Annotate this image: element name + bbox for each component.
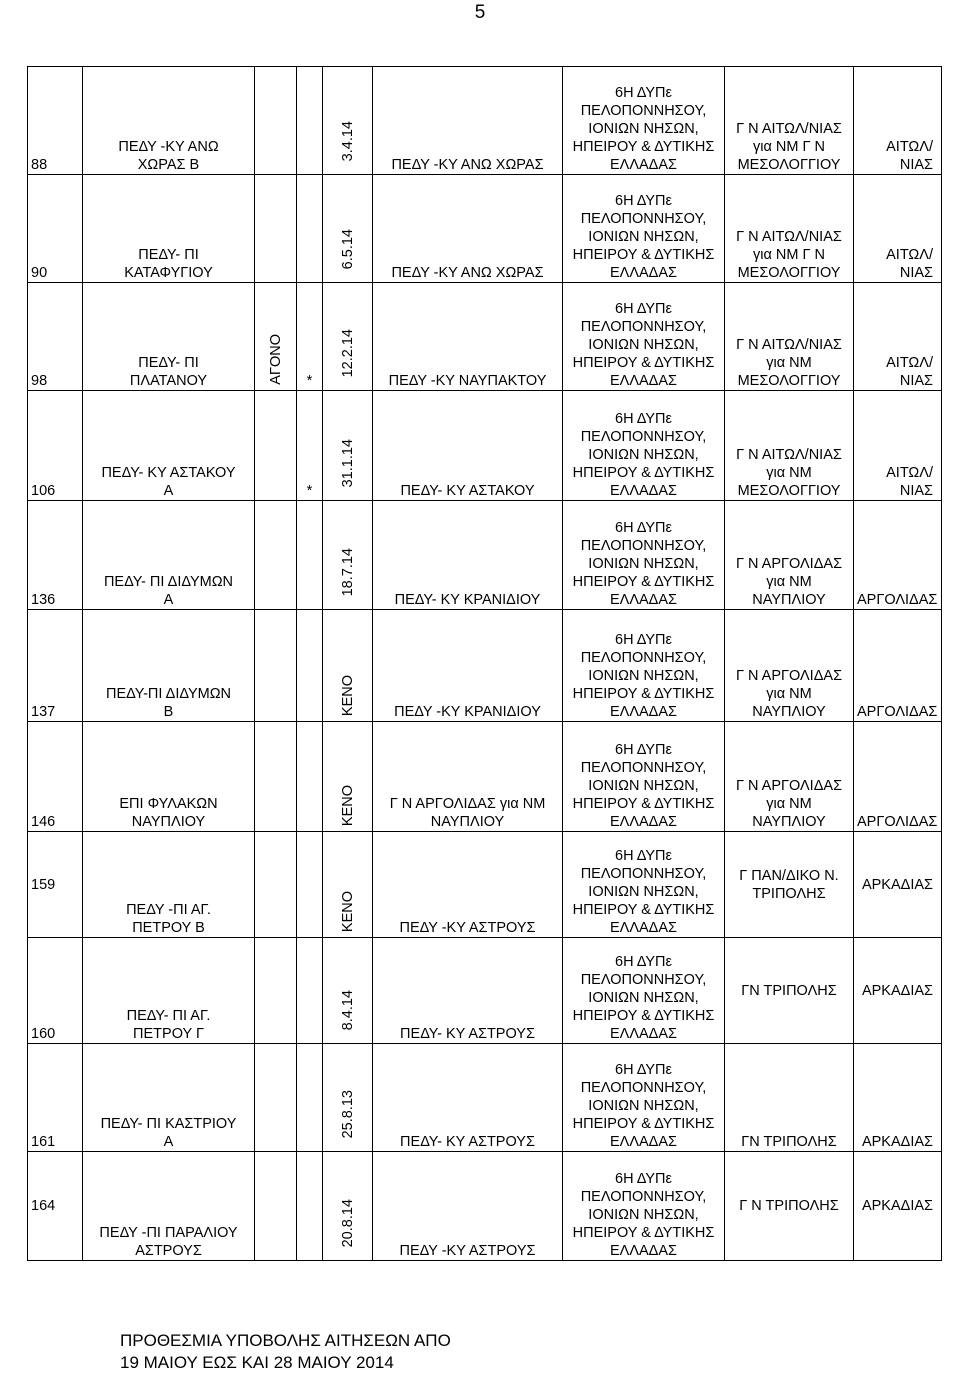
health-authority-line: ΙΟΝΙΩΝ ΝΗΣΩΝ, [588,990,699,1006]
row-number: 160 [28,938,83,1044]
health-authority-line: 6Η ΔΥΠε [615,954,672,970]
health-authority-line: ΕΛΛΑΔΑΣ [609,920,678,936]
host-unit [373,175,563,283]
hospital-line: Γ Ν ΤΡΙΠΟΛΗΣ [739,1198,839,1214]
school-name-line: ΠΕΔΥ- ΠΙ ΚΑΣΤΡΙΟΥ [100,1116,237,1132]
health-authority-line: ΗΠΕΙΡΟΥ & ΔΥΤΙΚΗΣ [572,139,715,155]
region: ΑΡΚΑΔΙΑΣ [854,1152,942,1261]
host-unit-line: ΠΕΔΥ -ΚΥ ΚΡΑΝΙΔΙΟΥ [394,704,541,720]
health-authority-line: ΗΠΕΙΡΟΥ & ΔΥΤΙΚΗΣ [572,247,715,263]
school-name [83,175,255,283]
table-row [28,1152,942,1261]
host-unit [373,1044,563,1152]
date-text: 25.8.13 [339,1089,356,1138]
health-authority-line: ΙΟΝΙΩΝ ΝΗΣΩΝ, [588,884,699,900]
hospital [725,501,854,610]
health-authority [563,938,725,1044]
star-mark [297,501,323,610]
table-row [28,1044,942,1152]
school-name-line: ΠΛΑΤΑΝΟΥ [129,373,208,389]
date-text: 8.4.14 [339,989,356,1030]
table-row [28,722,942,832]
hospital-line: για ΝΜ [766,796,812,812]
health-authority [563,501,725,610]
school-name-line: ΑΣΤΡΟΥΣ [135,1243,202,1259]
table-row [28,832,942,938]
hospital-line: Γ Ν ΑΡΓΟΛΙΔΑΣ [735,778,843,794]
status-label [255,175,297,283]
star-mark: * [297,283,323,391]
health-authority-line: ΗΠΕΙΡΟΥ & ΔΥΤΙΚΗΣ [572,355,715,371]
star-mark: * [297,391,323,501]
school-name-line: ΠΕΔΥ -ΠΙ ΑΓ. [126,902,211,918]
region: ΑΡΓΟΛΙΔΑΣ [854,610,942,722]
row-number: 164 [28,1152,83,1261]
date-text: ΚΕΝΟ [339,674,356,716]
hospital-line: Γ Ν ΑΙΤΩΛ/ΝΙΑΣ [736,447,842,463]
date-text: 12.2.14 [339,328,356,377]
hospital-line: ΤΡΙΠΟΛΗΣ [752,885,826,902]
status-label [255,283,297,391]
region: ΑΡΚΑΔΙΑΣ [854,1044,942,1152]
school-name-line: ΠΕΤΡΟΥ Γ [133,1026,204,1042]
school-name [83,391,255,501]
school-name-line: Α [163,1134,174,1150]
school-name-line: ΠΕΔΥ- ΠΙ ΑΓ. [126,1008,211,1024]
health-authority-line: ΠΕΛΟΠΟΝΝΗΣΟΥ, [580,760,707,776]
health-authority-line: ΙΟΝΙΩΝ ΝΗΣΩΝ, [588,556,699,572]
school-name [83,938,255,1044]
school-name-line: ΝΑΥΠΛΙΟΥ [131,814,206,830]
host-unit-line: ΠΕΔΥ -ΚΥ ΑΣΤΡΟΥΣ [399,1243,536,1259]
health-authority-line: ΙΟΝΙΩΝ ΝΗΣΩΝ, [588,778,699,794]
health-authority [563,391,725,501]
health-authority-line: ΕΛΛΑΔΑΣ [609,1134,678,1150]
host-unit-line: ΝΑΥΠΛΙΟΥ [430,814,505,830]
region: ΑΡΓΟΛΙΔΑΣ [854,501,942,610]
date-cell [323,610,373,722]
hospital-line: Γ Ν ΑΡΓΟΛΙΔΑΣ [735,668,843,684]
status-label [255,610,297,722]
health-authority-line: ΗΠΕΙΡΟΥ & ΔΥΤΙΚΗΣ [572,1116,715,1132]
row-number: 161 [28,1044,83,1152]
row-number: 98 [28,283,83,391]
hospital [725,175,854,283]
health-authority-line: ΗΠΕΙΡΟΥ & ΔΥΤΙΚΗΣ [572,902,715,918]
hospital-line: για ΝΜ [766,465,812,481]
health-authority-line: 6Η ΔΥΠε [615,848,672,864]
hospital-line: Γ Ν ΑΡΓΟΛΙΔΑΣ [735,556,843,572]
date-cell [323,175,373,283]
status-label [255,67,297,175]
school-name [83,832,255,938]
health-authority-line: ΠΕΛΟΠΟΝΝΗΣΟΥ, [580,972,707,988]
hospital-line: για ΝΜ Γ Ν [753,247,825,263]
health-authority-line: ΠΕΛΟΠΟΝΝΗΣΟΥ, [580,103,707,119]
health-authority-line: ΙΟΝΙΩΝ ΝΗΣΩΝ, [588,229,699,245]
date-text: ΚΕΝΟ [339,784,356,826]
health-authority-line: ΙΟΝΙΩΝ ΝΗΣΩΝ, [588,1207,699,1223]
health-authority-line: ΕΛΛΑΔΑΣ [609,265,678,281]
table-row [28,175,942,283]
host-unit [373,610,563,722]
date-cell [323,722,373,832]
health-authority-line: ΠΕΛΟΠΟΝΝΗΣΟΥ, [580,319,707,335]
hospital-line: ΓΝ ΤΡΙΠΟΛΗΣ [741,982,837,999]
hospital-line: ΝΑΥΠΛΙΟΥ [752,592,826,608]
school-name [83,722,255,832]
hospital-line: ΝΑΥΠΛΙΟΥ [752,704,826,720]
health-authority [563,1044,725,1152]
health-authority-line: ΕΛΛΑΔΑΣ [609,592,678,608]
school-name-line: ΠΕΔΥ -ΚΥ ΑΝΩ [118,139,219,155]
host-unit-line: ΠΕΔΥ- ΚΥ ΑΣΤΡΟΥΣ [400,1134,535,1150]
school-name-line: ΧΩΡΑΣ Β [137,157,200,173]
hospital [725,938,854,1044]
star-mark [297,610,323,722]
host-unit [373,722,563,832]
host-unit-line: ΠΕΔΥ- ΚΥ ΚΡΑΝΙΔΙΟΥ [394,592,541,608]
health-authority-line: ΠΕΛΟΠΟΝΝΗΣΟΥ, [580,211,707,227]
date-cell [323,391,373,501]
school-name-line: Β [163,704,174,720]
school-name [83,283,255,391]
hospital-line: Γ Ν ΑΙΤΩΛ/ΝΙΑΣ [736,337,842,353]
date-cell [323,1152,373,1261]
table-row [28,67,942,175]
school-name-line: ΠΕΔΥ-ΠΙ ΔΙΔΥΜΩΝ [105,686,232,702]
deadline-line-1: ΠΡΟΘΕΣΜΙΑ ΥΠΟΒΟΛΗΣ ΑΙΤΗΣΕΩΝ ΑΠΟ [120,1331,451,1350]
table-row [28,283,942,391]
row-number: 136 [28,501,83,610]
date-cell [323,1044,373,1152]
health-authority-line: ΙΟΝΙΩΝ ΝΗΣΩΝ, [588,337,699,353]
host-unit-line: ΠΕΔΥ -ΚΥ ΑΝΩ ΧΩΡΑΣ [391,157,544,173]
health-authority-line: ΕΛΛΑΔΑΣ [609,1026,678,1042]
positions-table [27,66,942,1261]
health-authority-line: 6Η ΔΥΠε [615,520,672,536]
status-label [255,391,297,501]
health-authority-line: 6Η ΔΥΠε [615,632,672,648]
row-number: 137 [28,610,83,722]
date-cell [323,938,373,1044]
host-unit-line: ΠΕΔΥ -ΚΥ ΑΣΤΡΟΥΣ [399,920,536,936]
health-authority [563,722,725,832]
star-mark [297,175,323,283]
health-authority-line: ΗΠΕΙΡΟΥ & ΔΥΤΙΚΗΣ [572,574,715,590]
health-authority-line: ΕΛΛΑΔΑΣ [609,1243,678,1259]
status-label [255,938,297,1044]
school-name-line: ΠΕΔΥ- ΚΥ ΑΣΤΑΚΟΥ [101,465,236,481]
hospital-line: ΓΝ ΤΡΙΠΟΛΗΣ [741,1134,837,1150]
table-row [28,938,942,1044]
health-authority-line: 6Η ΔΥΠε [615,742,672,758]
status-label [255,1044,297,1152]
region: ΑΙΤΩΛ/ΝΙΑΣ [854,391,942,501]
date-text: 6.5.14 [339,228,356,269]
region: ΑΡΚΑΔΙΑΣ [854,938,942,1044]
health-authority-line: ΗΠΕΙΡΟΥ & ΔΥΤΙΚΗΣ [572,465,715,481]
hospital-line: Γ ΠΑΝ/ΔΙΚΟ Ν. [739,867,839,884]
health-authority-line: ΕΛΛΑΔΑΣ [609,704,678,720]
hospital-line: για ΝΜ [766,686,812,702]
row-number: 146 [28,722,83,832]
health-authority-line: ΗΠΕΙΡΟΥ & ΔΥΤΙΚΗΣ [572,1225,715,1241]
health-authority-line: ΠΕΛΟΠΟΝΝΗΣΟΥ, [580,1189,707,1205]
health-authority [563,67,725,175]
hospital-line: ΜΕΣΟΛΟΓΓΙΟΥ [737,157,841,173]
status-label-text: ΑΓΟΝΟ [267,334,284,385]
host-unit-line: ΠΕΔΥ- ΚΥ ΑΣΤΑΚΟΥ [400,483,535,499]
host-unit-line: ΠΕΔΥ -ΚΥ ΑΝΩ ΧΩΡΑΣ [391,265,544,281]
star-mark [297,938,323,1044]
table-row [28,501,942,610]
status-label [255,501,297,610]
region: ΑΡΚΑΔΙΑΣ [854,832,942,938]
school-name-line: ΠΕΔΥ -ΠΙ ΠΑΡΑΛΙΟΥ [99,1225,238,1241]
health-authority-line: ΠΕΛΟΠΟΝΝΗΣΟΥ, [580,866,707,882]
health-authority-line: 6Η ΔΥΠε [615,85,672,101]
health-authority [563,832,725,938]
school-name-line: Α [163,483,174,499]
row-number: 90 [28,175,83,283]
date-text: 18.7.14 [339,547,356,596]
host-unit [373,938,563,1044]
health-authority-line: ΠΕΛΟΠΟΝΝΗΣΟΥ, [580,650,707,666]
health-authority-line: ΕΛΛΑΔΑΣ [609,157,678,173]
health-authority [563,175,725,283]
school-name [83,67,255,175]
health-authority-line: 6Η ΔΥΠε [615,411,672,427]
school-name [83,1044,255,1152]
status-label [255,722,297,832]
hospital [725,67,854,175]
hospital [725,283,854,391]
hospital-line: για ΝΜ [766,574,812,590]
host-unit-line: Γ Ν ΑΡΓΟΛΙΔΑΣ για ΝΜ [389,796,546,812]
hospital [725,832,854,938]
school-name [83,610,255,722]
date-cell [323,283,373,391]
host-unit [373,391,563,501]
hospital [725,610,854,722]
hospital-line: ΝΑΥΠΛΙΟΥ [752,814,826,830]
school-name-line: ΠΕΤΡΟΥ Β [132,920,205,936]
school-name-line: ΠΕΔΥ- ΠΙ ΔΙΔΥΜΩΝ [103,574,234,590]
health-authority-line: ΙΟΝΙΩΝ ΝΗΣΩΝ, [588,1098,699,1114]
health-authority-line: 6Η ΔΥΠε [615,301,672,317]
date-text: ΚΕΝΟ [339,890,356,932]
star-mark [297,1152,323,1261]
health-authority-line: 6Η ΔΥΠε [615,193,672,209]
school-name [83,1152,255,1261]
date-text: 20.8.14 [339,1198,356,1247]
table-row [28,391,942,501]
health-authority-line: ΠΕΛΟΠΟΝΝΗΣΟΥ, [580,1080,707,1096]
hospital [725,722,854,832]
deadline-line-2: 19 ΜΑΙΟΥ ΕΩΣ ΚΑΙ 28 ΜΑΙΟΥ 2014 [120,1353,394,1372]
health-authority-line: ΕΛΛΑΔΑΣ [609,814,678,830]
hospital-line: Γ Ν ΑΙΤΩΛ/ΝΙΑΣ [736,229,842,245]
date-cell [323,832,373,938]
hospital-line: ΜΕΣΟΛΟΓΓΙΟΥ [737,265,841,281]
health-authority [563,1152,725,1261]
health-authority-line: ΠΕΛΟΠΟΝΝΗΣΟΥ, [580,538,707,554]
school-name-line: ΚΑΤΑΦΥΓΙΟΥ [124,265,213,281]
region: ΑΙΤΩΛ/ΝΙΑΣ [854,175,942,283]
date-cell [323,501,373,610]
page-number: 5 [474,2,486,23]
hospital [725,1044,854,1152]
region: ΑΡΓΟΛΙΔΑΣ [854,722,942,832]
health-authority-line: ΕΛΛΑΔΑΣ [609,373,678,389]
hospital [725,391,854,501]
health-authority-line: ΗΠΕΙΡΟΥ & ΔΥΤΙΚΗΣ [572,796,715,812]
school-name [83,501,255,610]
row-number: 159 [28,832,83,938]
health-authority [563,610,725,722]
host-unit [373,283,563,391]
row-number: 88 [28,67,83,175]
host-unit-line: ΠΕΔΥ -ΚΥ ΝΑΥΠΑΚΤΟΥ [388,373,547,389]
health-authority-line: ΠΕΛΟΠΟΝΝΗΣΟΥ, [580,429,707,445]
health-authority-line: 6Η ΔΥΠε [615,1171,672,1187]
hospital [725,1152,854,1261]
table-row [28,610,942,722]
health-authority-line: ΕΛΛΑΔΑΣ [609,483,678,499]
star-mark [297,832,323,938]
hospital-line: Γ Ν ΑΙΤΩΛ/ΝΙΑΣ [736,121,842,137]
host-unit [373,832,563,938]
health-authority-line: ΙΟΝΙΩΝ ΝΗΣΩΝ, [588,447,699,463]
health-authority-line: ΗΠΕΙΡΟΥ & ΔΥΤΙΚΗΣ [572,686,715,702]
school-name-line: ΠΕΔΥ- ΠΙ [138,355,199,371]
host-unit-line: ΠΕΔΥ- ΚΥ ΑΣΤΡΟΥΣ [400,1026,535,1042]
health-authority-line: ΗΠΕΙΡΟΥ & ΔΥΤΙΚΗΣ [572,1008,715,1024]
region: ΑΙΤΩΛ/ΝΙΑΣ [854,67,942,175]
hospital-line: ΜΕΣΟΛΟΓΓΙΟΥ [737,373,841,389]
hospital-line: ΜΕΣΟΛΟΓΓΙΟΥ [737,483,841,499]
status-label [255,1152,297,1261]
health-authority [563,283,725,391]
hospital-line: για ΝΜ Γ Ν [753,139,825,155]
date-cell [323,67,373,175]
star-mark [297,1044,323,1152]
application-deadline [120,1330,451,1374]
health-authority-line: ΙΟΝΙΩΝ ΝΗΣΩΝ, [588,121,699,137]
host-unit [373,1152,563,1261]
school-name-line: ΕΠΙ ΦΥΛΑΚΩΝ [119,796,218,812]
date-text: 3.4.14 [339,120,356,161]
school-name-line: Α [163,592,174,608]
star-mark [297,67,323,175]
region: ΑΙΤΩΛ/ΝΙΑΣ [854,283,942,391]
host-unit [373,501,563,610]
health-authority-line: 6Η ΔΥΠε [615,1062,672,1078]
school-name-line: ΠΕΔΥ- ΠΙ [138,247,199,263]
date-text: 31.1.14 [339,438,356,487]
host-unit [373,67,563,175]
star-mark [297,722,323,832]
hospital-line: για ΝΜ [766,355,812,371]
status-label [255,832,297,938]
health-authority-line: ΙΟΝΙΩΝ ΝΗΣΩΝ, [588,668,699,684]
row-number: 106 [28,391,83,501]
